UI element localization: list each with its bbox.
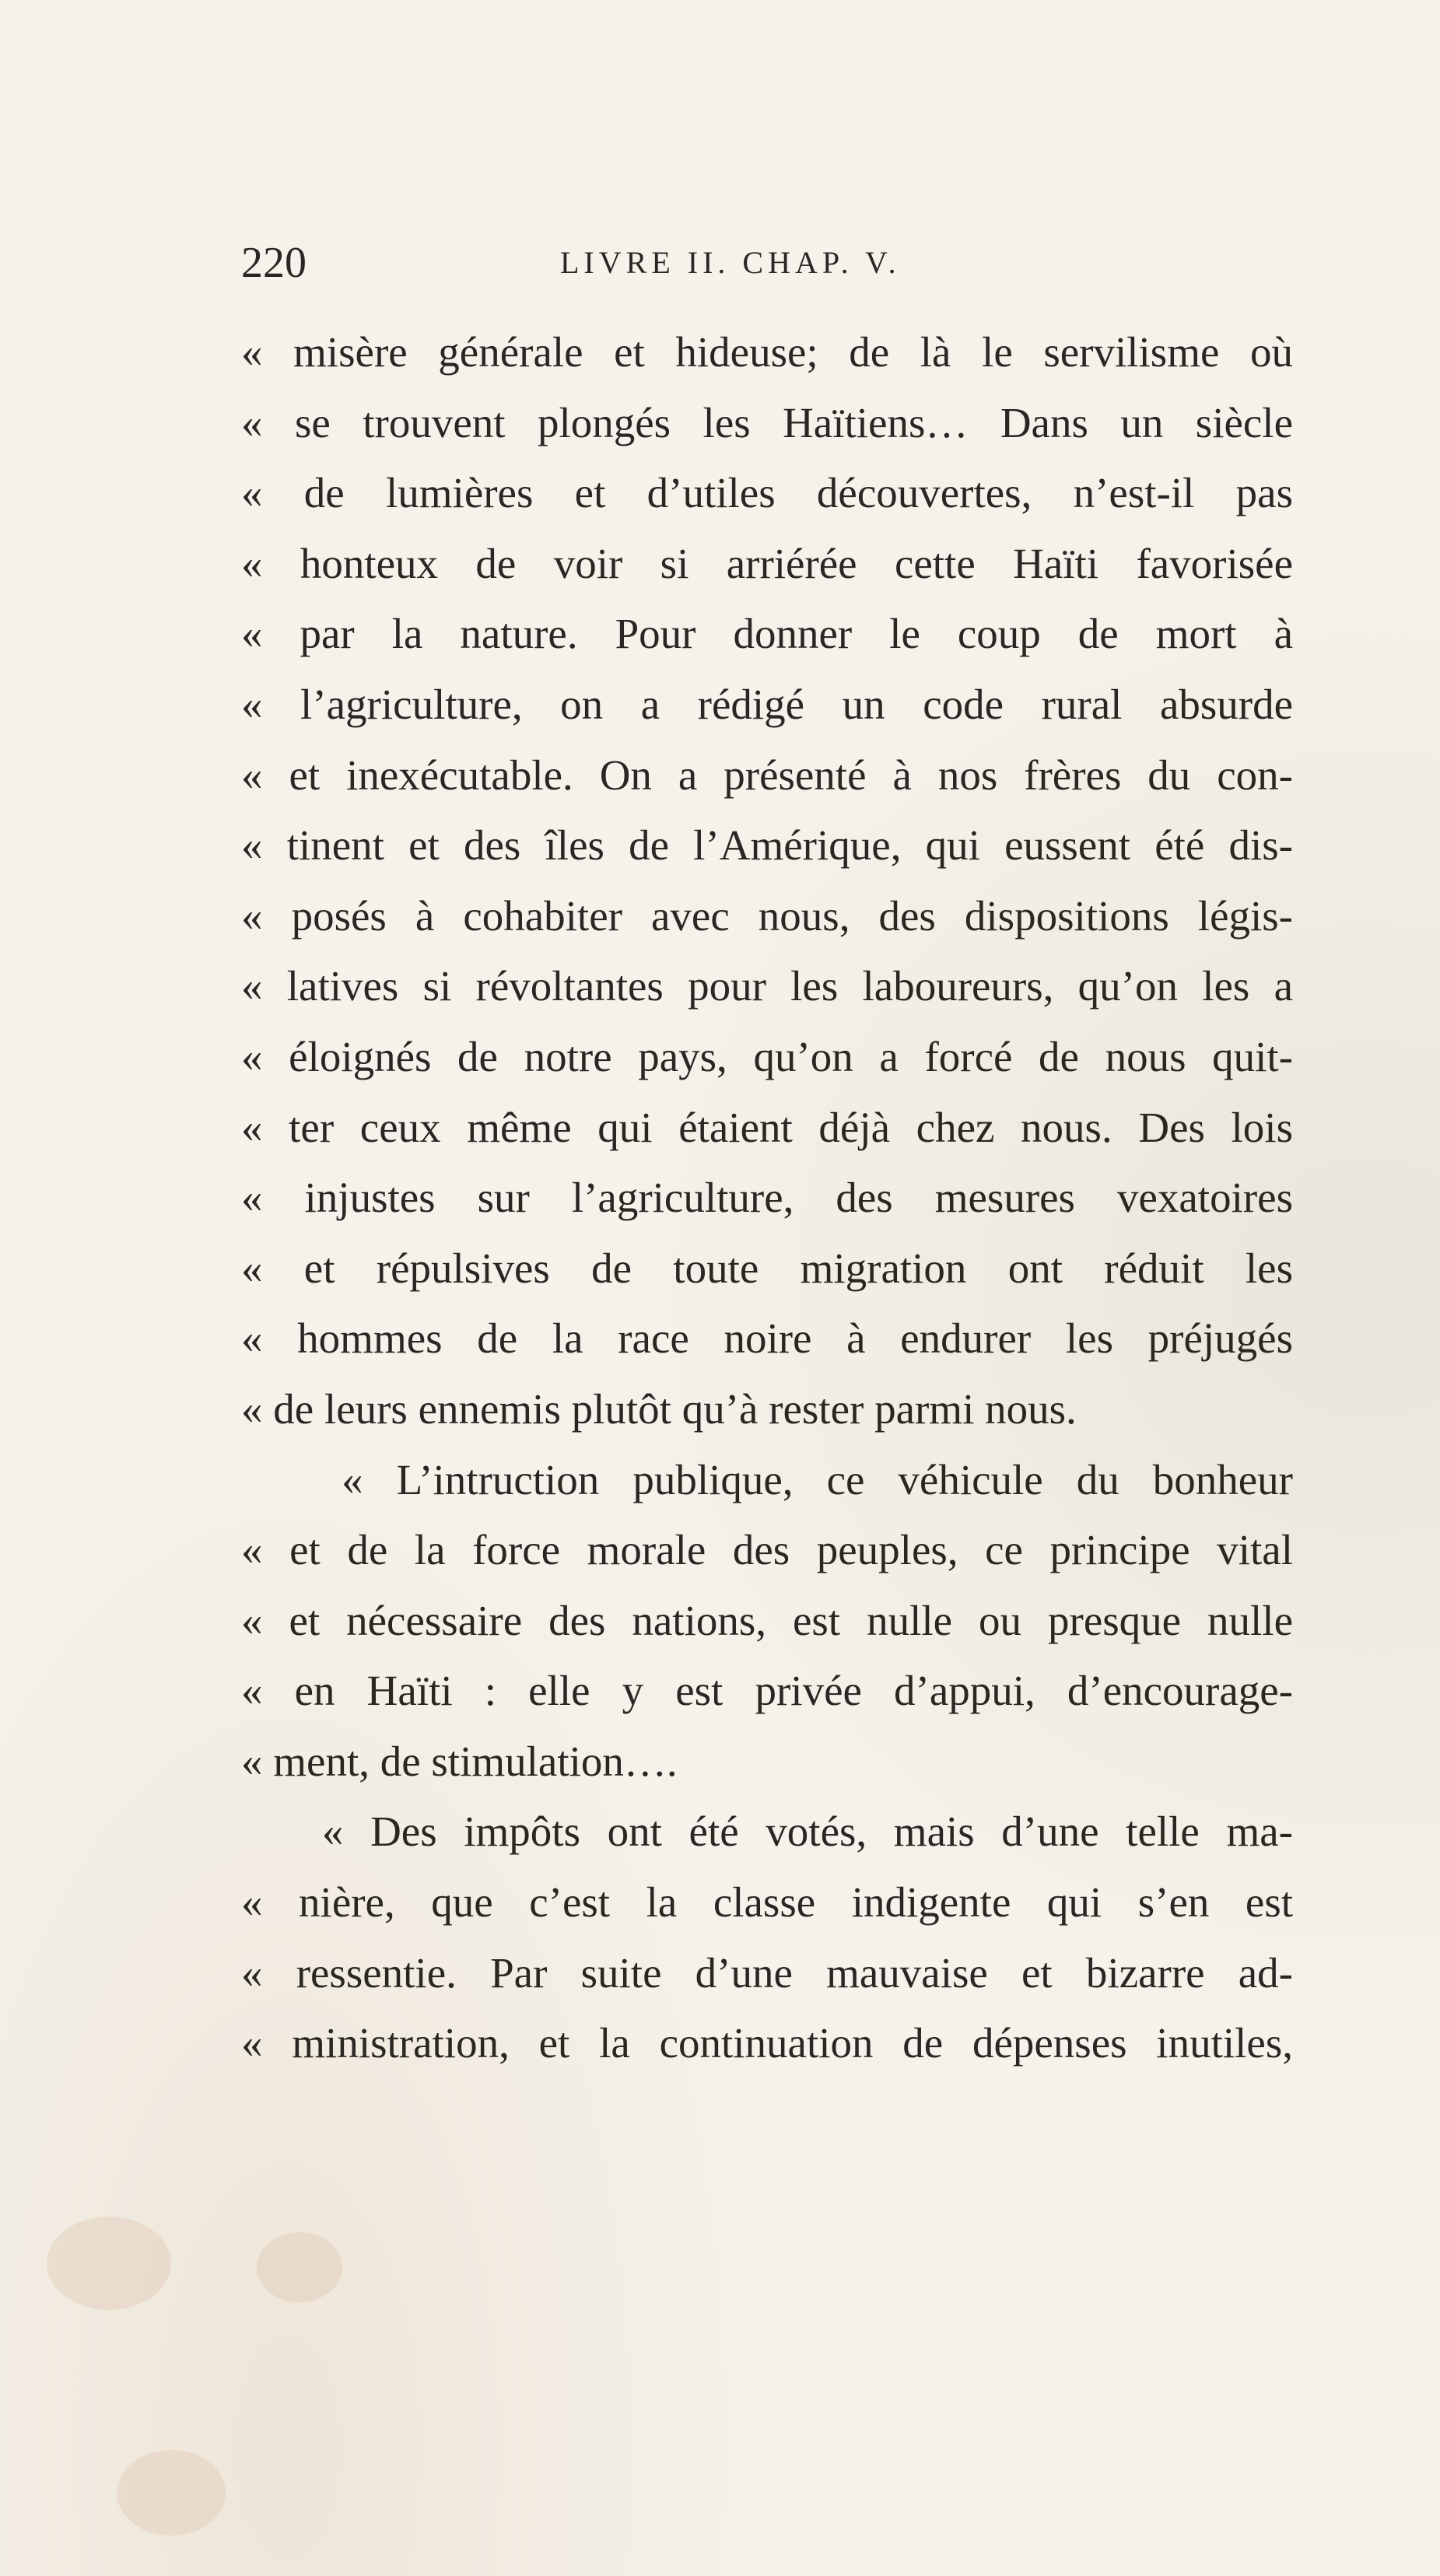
paper-stain (257, 2232, 342, 2302)
text-line: « ter ceux même qui étaient déjà chez nous. Des lois (241, 1103, 1293, 1151)
text-line: « hommes de la race noire à endurer les préjugés (241, 1314, 1293, 1363)
text-line: « Des impôts ont été votés, mais d’une telle ma- (241, 1808, 1293, 1856)
text-line: « L’intruction publique, ce véhicule du bonheur (241, 1455, 1293, 1503)
page-number: 220 (241, 239, 307, 287)
text-line: « ressentie. Par suite d’une mauvaise et bizarre ad- (241, 1948, 1293, 1997)
text-line: « par la nature. Pour donner le coup de mort à (241, 610, 1293, 658)
text-line: « en Haïti : elle y est privée d’appui, d’encourage- (241, 1667, 1293, 1715)
text-line: « latives si révoltantes pour les laboureurs, qu’on les a (241, 962, 1293, 1010)
text-line: « et répulsives de toute migration ont réduit les (241, 1244, 1293, 1292)
text-line: « posés à cohabiter avec nous, des dispositions légis- (241, 891, 1293, 940)
page-header (241, 232, 1284, 294)
text-line: « ministration, et la continuation de dépenses inutiles, (241, 2019, 1293, 2067)
text-line: « misère générale et hideuse; de là le servilisme où (241, 328, 1293, 376)
text-line: « éloignés de notre pays, qu’on a forcé de nous quit- (241, 1032, 1293, 1080)
text-line: « tinent et des îles de l’Amérique, qui eussent été dis- (241, 821, 1293, 870)
text-line: « de leurs ennemis plutôt qu’à rester parmi nous. (241, 1384, 1077, 1433)
text-line: « et inexécutable. On a présenté à nos frères du con- (241, 751, 1293, 799)
text-line: « ment, de stimulation…. (241, 1737, 678, 1785)
text-line: « de lumières et d’utiles découvertes, n’est-il pas (241, 469, 1293, 517)
paper-stain (47, 2217, 171, 2310)
text-line: « et de la force morale des peuples, ce principe vital (241, 1526, 1293, 1574)
text-line: « l’agriculture, on a rédigé un code rural absurde (241, 680, 1293, 728)
text-line: « honteux de voir si arriérée cette Haïti favorisée (241, 539, 1293, 587)
text-line: « et nécessaire des nations, est nulle ou presque nulle (241, 1596, 1293, 1644)
body-text (241, 317, 1293, 2079)
paper-stain (117, 2450, 226, 2536)
text-line: « nière, que c’est la classe indigente qui s’en est (241, 1878, 1293, 1927)
text-line: « se trouvent plongés les Haïtiens… Dans un siècle (241, 398, 1293, 446)
text-line: « injustes sur l’agriculture, des mesures vexatoires (241, 1174, 1293, 1222)
running-head: LIVRE II. CHAP. V. (560, 245, 901, 280)
